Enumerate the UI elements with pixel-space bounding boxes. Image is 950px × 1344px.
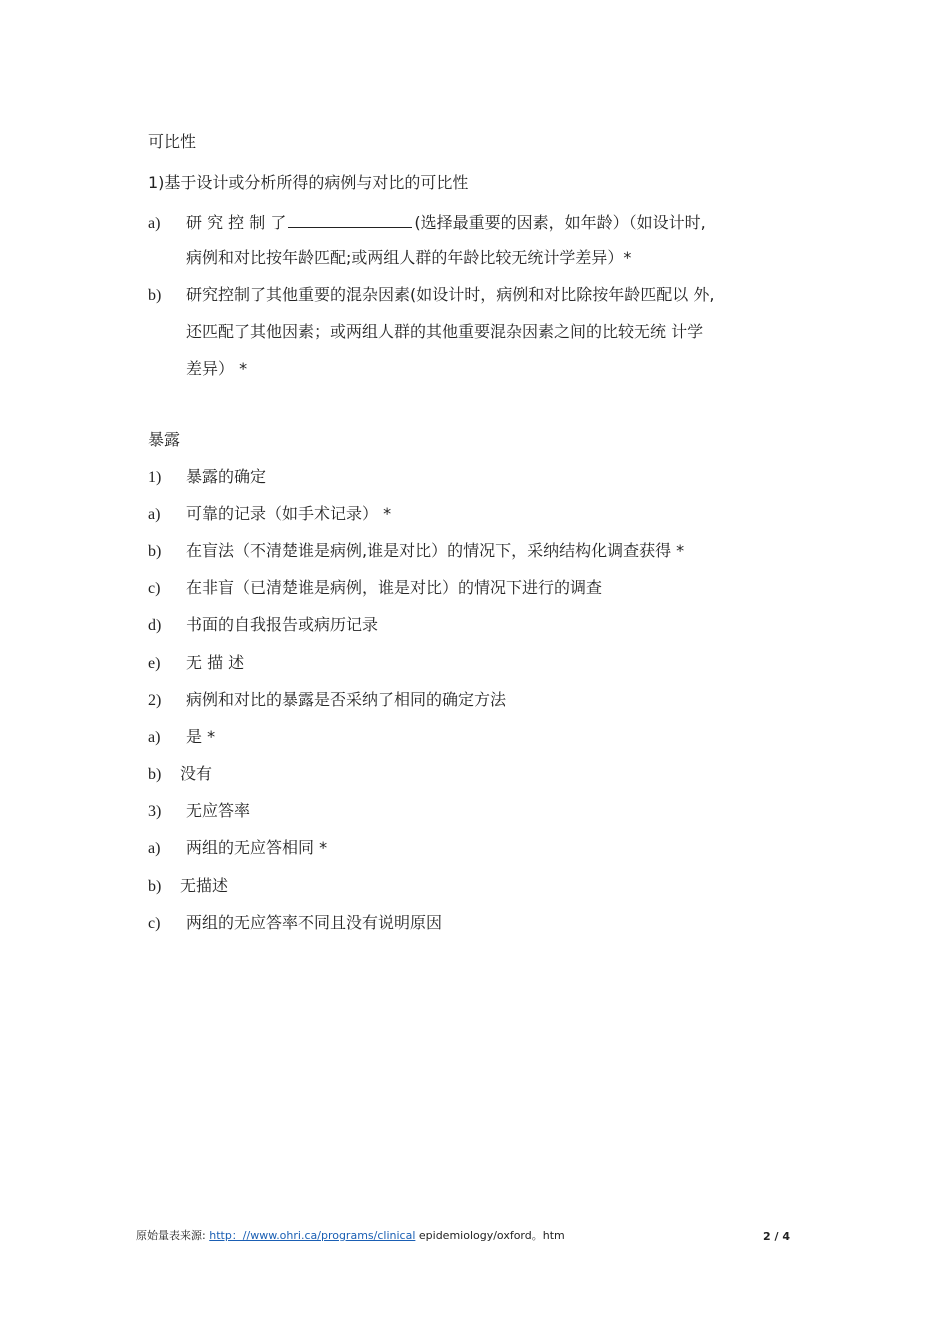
source-link-rest: epidemiology/oxford。htm (415, 1229, 565, 1242)
list-item (148, 913, 442, 934)
item-marker: d) (148, 617, 162, 634)
option-text: 研 究 控 制 了 (186, 213, 287, 232)
item-text: 无应答率 (186, 801, 251, 820)
item-marker: b) (148, 543, 162, 560)
fill-in-blank (288, 211, 412, 228)
item-text: 没有 (180, 764, 213, 783)
option-a (148, 211, 706, 234)
list-item (148, 876, 228, 897)
list-item (148, 467, 266, 488)
list-item (148, 504, 391, 525)
item-text: 在非盲（已清楚谁是病例，谁是对比）的情况下进行的调查 (186, 578, 603, 597)
question-1: 1)基于设计或分析所得的病例与对比的可比性 (148, 173, 469, 192)
list-item (148, 764, 212, 785)
option-text-cont: (选择最重要的因素，如年龄）（如设计时, (414, 213, 706, 232)
option-b (148, 285, 714, 306)
item-marker: 1) (148, 469, 162, 486)
list-item (148, 578, 602, 599)
item-text: 可靠的记录（如手术记录） * (186, 504, 392, 523)
option-a-line2: 病例和对比按年龄匹配;或两组人群的年龄比较无统计学差异）* (186, 248, 632, 267)
item-marker: a) (148, 506, 161, 523)
item-marker: 2) (148, 692, 162, 709)
page-number: 2 / 4 (763, 1230, 790, 1243)
list-item (148, 690, 506, 711)
list-item (148, 801, 250, 822)
source-link[interactable]: http：//www.ohri.ca/programs/clinical (209, 1229, 416, 1242)
item-marker: e) (148, 655, 161, 672)
item-text: 无描述 (180, 876, 229, 895)
section-heading-comparability: 可比性 (148, 132, 197, 151)
list-item (148, 541, 684, 562)
item-text: 是 * (186, 727, 216, 746)
item-marker: 3) (148, 803, 162, 820)
source-label: 原始量表来源: (136, 1229, 206, 1242)
item-marker: a) (148, 840, 161, 857)
item-text: 暴露的确定 (186, 467, 267, 486)
list-item (148, 615, 378, 636)
item-text: 两组的无应答率不同且没有说明原因 (186, 913, 443, 932)
option-marker: b) (148, 287, 162, 304)
item-text: 书面的自我报告或病历记录 (186, 615, 379, 634)
list-item (148, 727, 215, 748)
option-b-line2: 还匹配了其他因素；或两组人群的其他重要混杂因素之间的比较无统 计学 (186, 322, 704, 341)
list-item (148, 838, 327, 859)
item-text: 两组的无应答相同 * (186, 838, 328, 857)
section-heading-exposure: 暴露 (148, 430, 181, 449)
item-text: 无 描 述 (186, 653, 245, 672)
item-marker: c) (148, 915, 161, 932)
list-item (148, 653, 244, 674)
item-text: 在盲法（不清楚谁是病例,谁是对比）的情况下，采纳结构化调查获得 * (186, 541, 685, 560)
option-text: 研究控制了其他重要的混杂因素(如设计时，病例和对比除按年龄匹配以 外, (186, 285, 715, 304)
item-text: 病例和对比的暴露是否采纳了相同的确定方法 (186, 690, 507, 709)
item-marker: b) (148, 766, 162, 783)
item-marker: c) (148, 580, 161, 597)
option-marker: a) (148, 215, 161, 232)
item-marker: a) (148, 729, 161, 746)
option-b-line3: 差异） * (186, 359, 248, 378)
footer-source (136, 1228, 565, 1244)
item-marker: b) (148, 878, 162, 895)
